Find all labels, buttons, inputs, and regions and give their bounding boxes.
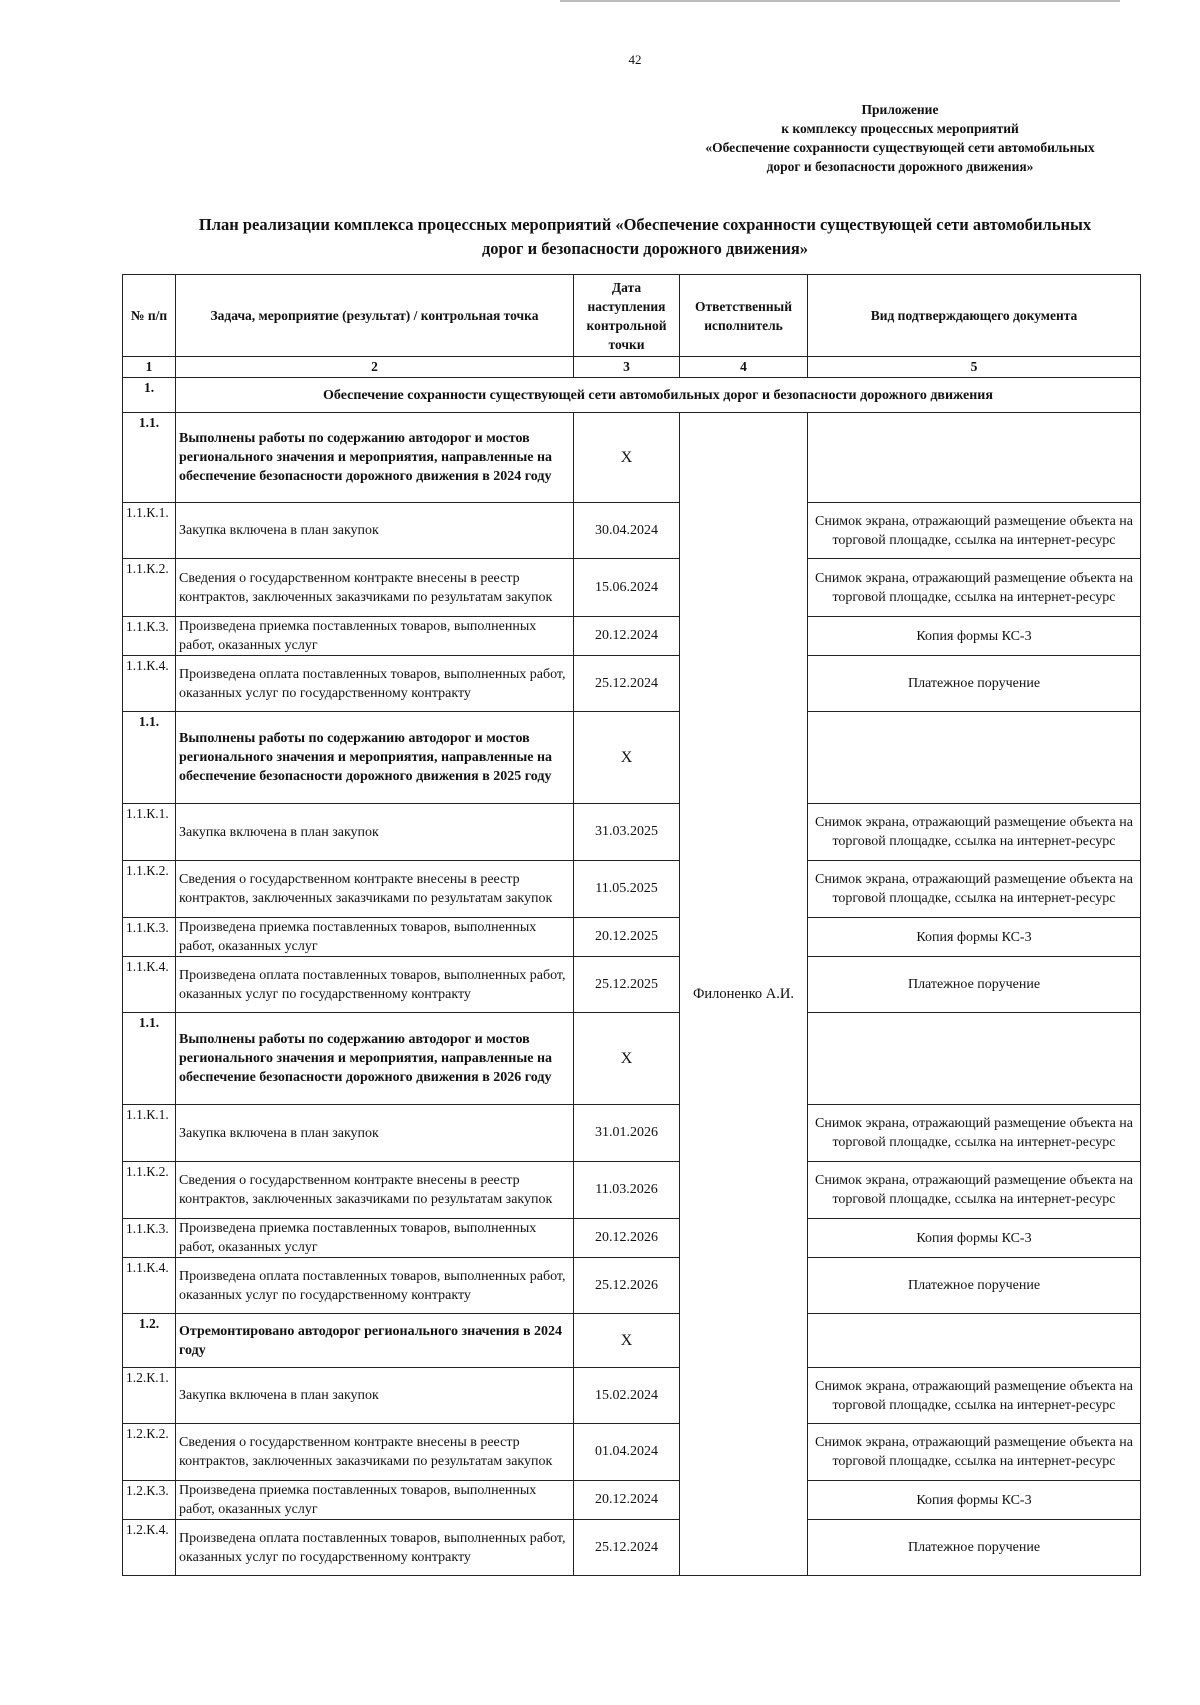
table-row	[123, 1258, 1141, 1314]
row-number: 1.1.	[123, 712, 176, 804]
confirming-document: Платежное поручение	[808, 656, 1141, 712]
control-point-date: 25.12.2024	[574, 656, 680, 712]
section-number: 1.	[123, 378, 176, 413]
confirming-document: Снимок экрана, отражающий размещение объекта на торговой площадке, ссылка на интернет-ресурс	[808, 1368, 1141, 1424]
row-number: 1.2.	[123, 1314, 176, 1368]
confirming-document	[808, 1013, 1141, 1105]
control-point-task: Произведена приемка поставленных товаров, выполненных работ, оказанных услуг	[176, 918, 574, 957]
column-number: 3	[574, 357, 680, 378]
confirming-document: Копия формы КС-3	[808, 1481, 1141, 1520]
table-row	[123, 861, 1141, 918]
confirming-document: Снимок экрана, отражающий размещение объекта на торговой площадке, ссылка на интернет-ресурс	[808, 559, 1141, 617]
table-row	[123, 712, 1141, 804]
confirming-document	[808, 413, 1141, 503]
confirming-document: Платежное поручение	[808, 1520, 1141, 1576]
control-point-task: Произведена оплата поставленных товаров, выполненных работ, оказанных услуг по государственному контракту	[176, 1258, 574, 1314]
control-point-date: 25.12.2025	[574, 957, 680, 1013]
row-number: 1.1.К.2.	[123, 559, 176, 617]
control-point-date: 20.12.2024	[574, 1481, 680, 1520]
table-row	[123, 1314, 1141, 1368]
row-number: 1.1.К.3.	[123, 918, 176, 957]
row-number: 1.1.К.3.	[123, 1219, 176, 1258]
confirming-document: Снимок экрана, отражающий размещение объекта на торговой площадке, ссылка на интернет-ресурс	[808, 804, 1141, 861]
table-row	[123, 1162, 1141, 1219]
confirming-document: Копия формы КС-3	[808, 918, 1141, 957]
table-row	[123, 957, 1141, 1013]
header-no: № п/п	[123, 275, 176, 357]
table-row	[123, 559, 1141, 617]
control-point-date: 30.04.2024	[574, 503, 680, 559]
table-row	[123, 1520, 1141, 1576]
control-point-date: 15.02.2024	[574, 1368, 680, 1424]
column-number: 4	[680, 357, 808, 378]
control-point-task: Произведена приемка поставленных товаров, выполненных работ, оказанных услуг	[176, 1481, 574, 1520]
control-point-date: 11.03.2026	[574, 1162, 680, 1219]
table-row	[123, 1368, 1141, 1424]
table-row	[123, 656, 1141, 712]
control-point-date: X	[574, 1314, 680, 1368]
document-title-line: дорог и безопасности дорожного движения»	[481, 239, 809, 258]
table-header-row	[123, 275, 1141, 357]
control-point-task: Сведения о государственном контракте внесены в реестр контрактов, заключенных заказчиками по результатам закупок	[176, 1424, 574, 1481]
control-point-date: 01.04.2024	[574, 1424, 680, 1481]
table-row	[123, 1013, 1141, 1105]
plan-table	[122, 274, 1141, 1576]
header-document: Вид подтверждающего документа	[808, 275, 1141, 357]
activity-title: Отремонтировано автодорог регионального значения в 2024 году	[176, 1314, 574, 1368]
control-point-task: Произведена оплата поставленных товаров, выполненных работ, оказанных услуг по государственному контракту	[176, 957, 574, 1013]
table-row	[123, 503, 1141, 559]
row-number: 1.2.К.3.	[123, 1481, 176, 1520]
control-point-date: 15.06.2024	[574, 559, 680, 617]
row-number: 1.1.К.2.	[123, 1162, 176, 1219]
document-title	[120, 213, 1170, 261]
control-point-task: Закупка включена в план закупок	[176, 503, 574, 559]
confirming-document	[808, 1314, 1141, 1368]
control-point-task: Закупка включена в план закупок	[176, 1105, 574, 1162]
control-point-date: X	[574, 1013, 680, 1105]
confirming-document: Копия формы КС-3	[808, 1219, 1141, 1258]
confirming-document: Платежное поручение	[808, 957, 1141, 1013]
confirming-document: Платежное поручение	[808, 1258, 1141, 1314]
confirming-document: Копия формы КС-3	[808, 617, 1141, 656]
control-point-date: 11.05.2025	[574, 861, 680, 918]
table-row	[123, 1481, 1141, 1520]
row-number: 1.1.К.3.	[123, 617, 176, 656]
row-number: 1.1.К.1.	[123, 804, 176, 861]
scan-edge-line	[560, 0, 1120, 2]
appendix-line: Приложение	[861, 102, 939, 117]
responsible-executor: Филоненко А.И.	[680, 413, 808, 1576]
control-point-date: X	[574, 413, 680, 503]
control-point-date: 31.03.2025	[574, 804, 680, 861]
row-number: 1.1.	[123, 1013, 176, 1105]
control-point-task: Произведена оплата поставленных товаров, выполненных работ, оказанных услуг по государственному контракту	[176, 656, 574, 712]
table-row	[123, 1424, 1141, 1481]
section-title: Обеспечение сохранности существующей сети автомобильных дорог и безопасности дорожного движения	[176, 378, 1141, 413]
row-number: 1.1.К.4.	[123, 1258, 176, 1314]
control-point-task: Произведена оплата поставленных товаров, выполненных работ, оказанных услуг по государственному контракту	[176, 1520, 574, 1576]
control-point-date: X	[574, 712, 680, 804]
row-number: 1.2.К.2.	[123, 1424, 176, 1481]
confirming-document: Снимок экрана, отражающий размещение объекта на торговой площадке, ссылка на интернет-ресурс	[808, 861, 1141, 918]
row-number: 1.2.К.1.	[123, 1368, 176, 1424]
appendix-line: «Обеспечение сохранности существующей сети автомобильных	[705, 140, 1095, 155]
column-number-row	[123, 357, 1141, 378]
appendix-line: дорог и безопасности дорожного движения»	[766, 159, 1034, 174]
control-point-date: 20.12.2025	[574, 918, 680, 957]
table-row	[123, 617, 1141, 656]
activity-title: Выполнены работы по содержанию автодорог и мостов регионального значения и мероприятия, направленные на обеспечение безопасности дорожного движения в 2026 году	[176, 1013, 574, 1105]
row-number: 1.1.К.1.	[123, 1105, 176, 1162]
section-row	[123, 378, 1141, 413]
table-row	[123, 804, 1141, 861]
table-row	[123, 413, 1141, 503]
column-number: 2	[176, 357, 574, 378]
row-number: 1.1.К.4.	[123, 957, 176, 1013]
table-row	[123, 1219, 1141, 1258]
activity-title: Выполнены работы по содержанию автодорог и мостов регионального значения и мероприятия, направленные на обеспечение безопасности дорожного движения в 2025 году	[176, 712, 574, 804]
control-point-date: 20.12.2026	[574, 1219, 680, 1258]
header-task: Задача, мероприятие (результат) / контрольная точка	[176, 275, 574, 357]
control-point-task: Сведения о государственном контракте внесены в реестр контрактов, заключенных заказчиками по результатам закупок	[176, 559, 574, 617]
confirming-document: Снимок экрана, отражающий размещение объекта на торговой площадке, ссылка на интернет-ресурс	[808, 1105, 1141, 1162]
control-point-task: Произведена приемка поставленных товаров, выполненных работ, оказанных услуг	[176, 1219, 574, 1258]
control-point-task: Произведена приемка поставленных товаров, выполненных работ, оказанных услуг	[176, 617, 574, 656]
row-number: 1.1.К.1.	[123, 503, 176, 559]
control-point-task: Закупка включена в план закупок	[176, 1368, 574, 1424]
control-point-date: 25.12.2024	[574, 1520, 680, 1576]
column-number: 1	[123, 357, 176, 378]
confirming-document: Снимок экрана, отражающий размещение объекта на торговой площадке, ссылка на интернет-ресурс	[808, 1424, 1141, 1481]
confirming-document: Снимок экрана, отражающий размещение объекта на торговой площадке, ссылка на интернет-ресурс	[808, 503, 1141, 559]
appendix-heading	[620, 100, 1180, 176]
column-number: 5	[808, 357, 1141, 378]
confirming-document: Снимок экрана, отражающий размещение объекта на торговой площадке, ссылка на интернет-ресурс	[808, 1162, 1141, 1219]
header-date: Дата наступления контрольной точки	[574, 275, 680, 357]
appendix-line: к комплексу процессных мероприятий	[781, 121, 1019, 136]
control-point-task: Закупка включена в план закупок	[176, 804, 574, 861]
table-body	[123, 357, 1141, 1576]
control-point-task: Сведения о государственном контракте внесены в реестр контрактов, заключенных заказчиками по результатам закупок	[176, 861, 574, 918]
activity-title: Выполнены работы по содержанию автодорог и мостов регионального значения и мероприятия, направленные на обеспечение безопасности дорожного движения в 2024 году	[176, 413, 574, 503]
page-number: 42	[628, 52, 642, 67]
control-point-date: 20.12.2024	[574, 617, 680, 656]
row-number: 1.1.К.4.	[123, 656, 176, 712]
header-responsible: Ответственный исполнитель	[680, 275, 808, 357]
row-number: 1.1.К.2.	[123, 861, 176, 918]
confirming-document	[808, 712, 1141, 804]
control-point-date: 25.12.2026	[574, 1258, 680, 1314]
row-number: 1.2.К.4.	[123, 1520, 176, 1576]
control-point-task: Сведения о государственном контракте внесены в реестр контрактов, заключенных заказчиками по результатам закупок	[176, 1162, 574, 1219]
table-row	[123, 1105, 1141, 1162]
row-number: 1.1.	[123, 413, 176, 503]
document-title-line: План реализации комплекса процессных мероприятий «Обеспечение сохранности существующей сети автомобильных	[198, 215, 1092, 234]
table-row	[123, 918, 1141, 957]
control-point-date: 31.01.2026	[574, 1105, 680, 1162]
